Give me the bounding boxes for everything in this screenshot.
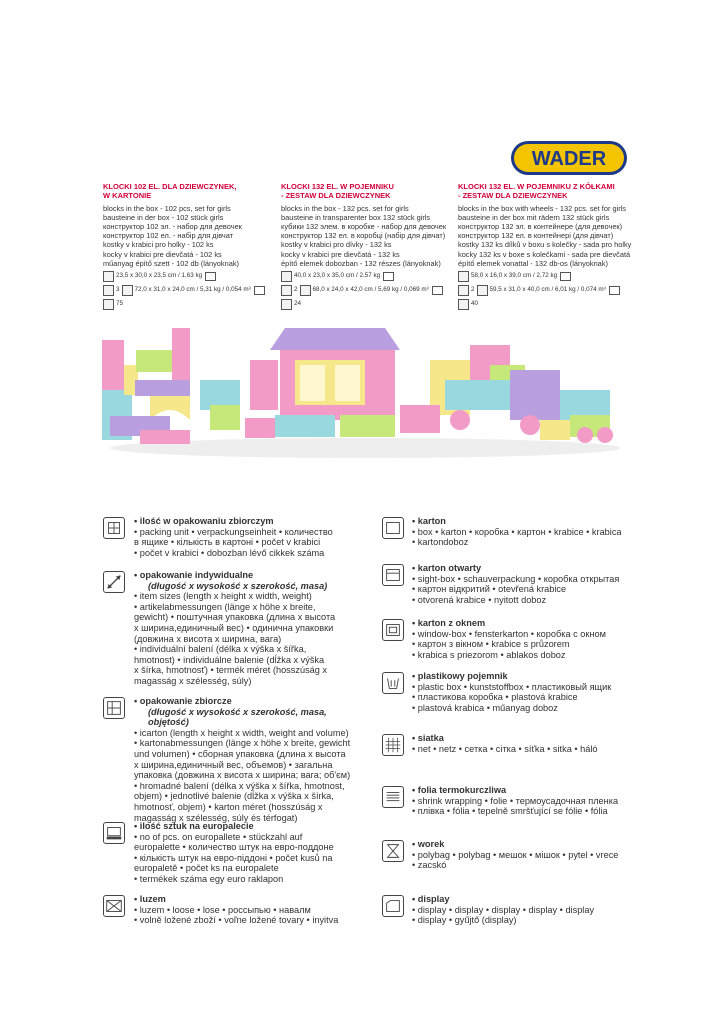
product-line: kocky v krabici pre dievčatá - 132 ks — [281, 249, 400, 259]
shrink-wrap-icon — [382, 786, 404, 808]
window-box-icon — [382, 619, 404, 641]
europallet-icon — [103, 299, 114, 310]
grid-box-icon — [281, 285, 292, 296]
legend-packing-unit: • ilość w opakowaniu zbiorczym • packing unit • verpackungseinheit • количество в ящике • кількість в картоні • počet v krabici • počet v krabici • dobozban lévő cikkek száma — [134, 516, 333, 558]
product-line: кубики 132 элем. в коробке - набор для девочек — [281, 222, 447, 231]
legend-shrink-wrap: • folia termokurczliwa • shrink wrapping • folie • термоусадочная пленка • плівка • fólia • tepelně smršťující se fólie • fólia — [412, 785, 619, 817]
product-line: kocky 132 ks v boxe s kolečkami - sada pre dievčatá — [458, 249, 631, 259]
item-dims-row: 23,5 x 30,0 x 23,5 cm / 1,63 kg — [103, 270, 275, 282]
product-title: KLOCKI 132 EL. W POJEMNIKU - ZESTAW DLA DZIEWCZYNEK — [281, 182, 394, 200]
bag-icon — [382, 840, 404, 862]
product-line: kostky v krabici pro holky - 102 ks — [103, 240, 214, 250]
logo-text: WADER — [531, 148, 607, 170]
product-title: KLOCKI 102 EL. DLA DZIEWCZYNEK, W KARTONIE — [103, 182, 237, 200]
item-dims-row: 58,0 x 16,0 x 39,0 cm / 2,72 kg — [458, 270, 630, 282]
product-line: конструктор 102 ел. - набір для дівчат — [103, 231, 234, 241]
pack-dims-row: 2 68,0 x 24,0 x 42,0 cm / 5,69 kg / 0,069 m³ — [281, 284, 453, 296]
legend-plastic-container: • plastikowy pojemnik • plastic box • kunststoffbox • пластиковый ящик • пластикова коробка • plastová krabice • plastová krabica • műanyag doboz — [412, 671, 612, 713]
grid-box-icon — [103, 517, 125, 539]
product-3 — [458, 183, 630, 310]
pack-dims-row: 3 72,0 x 31,0 x 24,0 cm / 5,31 kg / 0,054 m³ — [103, 284, 275, 296]
product-line: blocks in the box with wheels - 132 pcs. set for girls — [458, 203, 627, 213]
collective-pack-icon — [477, 285, 488, 296]
dimension-arrow-icon — [103, 271, 114, 282]
product-line: kostky 132 ks dílků v boxu s kolečky - sada pro holky — [458, 240, 632, 250]
dimension-arrow-icon — [103, 571, 125, 593]
legend-carton: • karton • box • karton • коробка • картон • krabice • krabica • kartondoboz — [412, 516, 622, 548]
product-line: bausteine in der box mit rädern 132 stück girls — [458, 212, 610, 222]
europallet-icon — [458, 299, 469, 310]
legend-bag: • worek • polybag • polybag • мешок • мішок • pytel • vrece • zacskó — [412, 839, 619, 871]
plastic-container-icon — [560, 272, 571, 281]
dimension-arrow-icon — [458, 271, 469, 282]
product-line: kocky v krabici pre dievčatá - 102 ks — [103, 249, 222, 259]
grid-box-icon — [458, 285, 469, 296]
product-line: bausteine in der box - 102 stück girls — [103, 212, 224, 222]
product-line: építő elemek vonattal - 132 db-os (lányoknak) — [458, 258, 608, 268]
legend-collective-pack: • opakowanie zbiorcze (długość x wysokość x szerokość, masa, objętość) • icarton (length x height x width, weight and volume) • kartonabmessungen (länge x höhe x breite, gewicht und volumen) • сборная упаковка (длина x высота x ширина,единичный вес, объемов) • загальна упаковка (довжина x висота x ширина; вага; об'єм) • hromadné balení (délka x výška x šířka, hmotnost, objem) • jednotlivé balenie (dĺžka x výška x šírka, hmotnosť, objem) • karton méret (hosszúság x magasság x szélesség, súly és térfogat) — [134, 696, 351, 823]
collective-pack-icon — [122, 285, 133, 296]
legend-europallet: • ilość sztuk na europalecie • no of pcs. on europallete • stückzahl auf europalette • количество штук на евро-поддоне • кількість штук на евро-піддоні • počet kusů na europaletě • počet ks na europalete • termékek száma egy euro raklapon — [134, 821, 334, 884]
product-title: KLOCKI 132 EL. W POJEMNIKU Z KÓŁKAMI - ZESTAW DLA DZIEWCZYNEK — [458, 182, 615, 200]
carton-icon — [205, 272, 216, 281]
plastic-container-icon — [383, 272, 394, 281]
product-photo — [100, 320, 630, 460]
product-line: конструктор 102 эл. - набор для девочек — [103, 222, 242, 231]
product-line: bausteine in transparenter box 132 stück girls — [281, 212, 431, 222]
legend-net: • siatka • net • netz • сетка • сітка • síťka • sitka • háló — [412, 733, 598, 754]
collective-pack-icon — [103, 697, 125, 719]
product-line: blocks in the box - 102 pcs, set for girls — [103, 203, 231, 213]
legend-loose: • luzem • luzem • loose • lose • россыпью • навалм • volně ložené zboží • voľne ložené tovary • inyitva — [134, 894, 339, 926]
dimension-arrow-icon — [281, 271, 292, 282]
plastic-container-icon — [382, 672, 404, 694]
collective-pack-icon — [300, 285, 311, 296]
product-line: építő elemek dobozban - 132 részes (lányoknak) — [281, 258, 441, 268]
product-2 — [281, 183, 453, 310]
legend-open-box: • karton otwarty • sight-box • schauverpackung • коробка открытая • картон відкритий • otevřená krabice • otvorená krabice • nyitott doboz — [412, 563, 620, 605]
loose-icon — [103, 895, 125, 917]
grid-box-icon — [103, 285, 114, 296]
pallet-row: 40 — [458, 298, 630, 310]
product-line: műanyag építő szett - 102 db (lányoknak) — [103, 258, 239, 268]
europallet-icon — [103, 822, 125, 844]
product-1 — [103, 183, 275, 310]
carton-icon — [609, 286, 620, 295]
product-line: blocks in the box - 132 pcs. set for girls — [281, 203, 409, 213]
pack-dims-row: 2 59,5 x 31,0 x 40,0 cm / 6,01 kg / 0,074 m³ — [458, 284, 630, 296]
product-line: конструктор 132 эл. в контейнере (для девочек) — [458, 222, 623, 231]
display-icon — [382, 895, 404, 917]
product-line: конструктор 132 ел. в коробці (набір для дівчат) — [281, 231, 446, 241]
open-box-icon — [382, 564, 404, 586]
pallet-row: 75 — [103, 298, 275, 310]
legend-window-box: • karton z oknem • window-box • fensterkarton • коробка с окном • картон з вікном • krabice s průzorem • krabica s priezorom • ablakos doboz — [412, 618, 606, 660]
product-line: конструктор 132 ел. в контейнері (для дівчат) — [458, 231, 614, 241]
net-icon — [382, 734, 404, 756]
item-dims-row: 40,0 x 23,0 x 35,0 cm / 2,57 kg — [281, 270, 453, 282]
product-line: kostky v krabici pro dívky - 132 ks — [281, 240, 392, 250]
wader-logo — [510, 140, 628, 176]
pallet-row: 24 — [281, 298, 453, 310]
legend-item-sizes: • opakowanie indywidualne (długość x wysokość x szerokość, masa) • item sizes (length x height x width, weight) • artikelabmessungen (länge x höhe x breite, gewicht) • поштучная упаковка (длина x высота x ширина,единичный вес) • одинична упаковки (довжина x висота x ширина, вага) • individuální balení (délka x výška x šířka, hmotnost) • individuálne balenie (dĺžka x výška x šírka, hmotnosť) • termék méret (hosszúság x magasság x szélesség, súly) — [134, 570, 336, 686]
europallet-icon — [281, 299, 292, 310]
carton-icon — [432, 286, 443, 295]
legend-display: • display • display • display • display • display • display • display • gyűjtő (display) — [412, 894, 595, 926]
carton-icon — [254, 286, 265, 295]
carton-icon — [382, 517, 404, 539]
